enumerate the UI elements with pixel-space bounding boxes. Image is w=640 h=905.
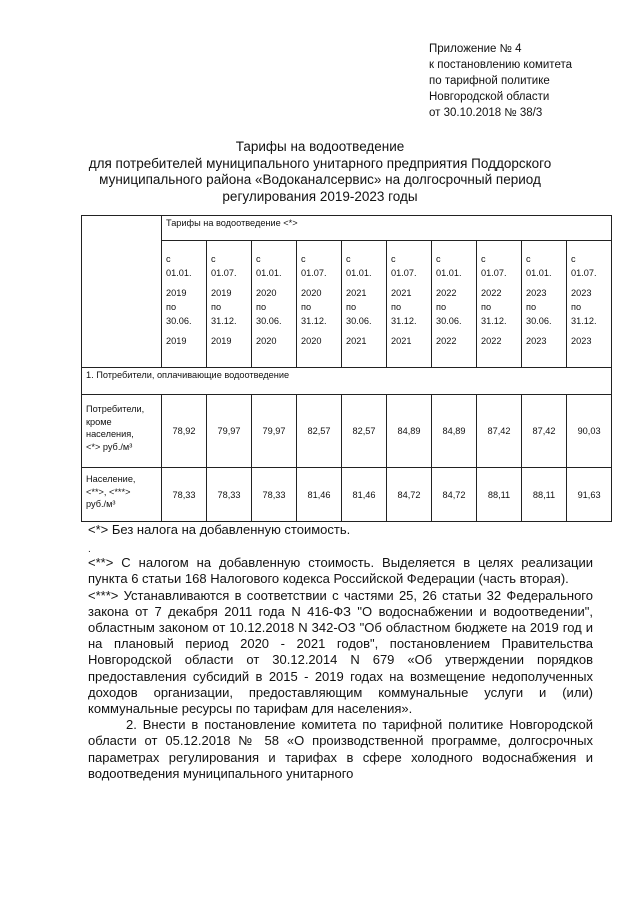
period-cell: с 01.01. 2022 по 30.06. 2022 xyxy=(432,241,477,368)
period-cell: с 01.07. 2021 по 31.12. 2021 xyxy=(387,241,432,368)
tariff-value: 91,63 xyxy=(567,468,612,522)
tariff-value: 84,72 xyxy=(387,468,432,522)
period-cell: с 01.01. 2019 по 30.06. 2019 xyxy=(162,241,207,368)
tariff-value: 87,42 xyxy=(522,395,567,468)
header-empty-cell xyxy=(82,216,162,368)
tariff-value: 78,33 xyxy=(162,468,207,522)
paragraph-2: 2. Внести в постановление комитета по тарифной политике Новгородской области от 05.12.2018 № 58 «О производственной программе, долгосрочных параметрах регулирования и тарифах в сфере холодного водоснабжения и водоотведения муниципального унитарного xyxy=(88,717,593,781)
tariff-value: 88,11 xyxy=(477,468,522,522)
title-line: для потребителей муниципального унитарного предприятия Поддорского xyxy=(88,155,552,171)
appendix-heading xyxy=(429,41,629,121)
row-label: Население, <**>, <***> руб./м³ xyxy=(82,468,162,522)
title-line: Тарифы на водоотведение xyxy=(235,139,405,154)
tariff-value: 81,46 xyxy=(297,468,342,522)
document-title xyxy=(70,139,570,205)
group-header-cell: Тарифы на водоотведение <*> xyxy=(162,216,612,241)
footnote-2: <**> С налогом на добавленную стоимость. Выделяется в целях реализации пункта 6 статьи 168 Налогового кодекса Российской Федерации (часть вторая). xyxy=(88,555,593,587)
period-cell: с 01.01. 2020 по 30.06. 2020 xyxy=(252,241,297,368)
tariff-value: 84,89 xyxy=(432,395,477,468)
tariff-value: 82,57 xyxy=(342,395,387,468)
table-row xyxy=(82,468,612,522)
table-row xyxy=(82,395,612,468)
tariff-value: 82,57 xyxy=(297,395,342,468)
appendix-line: от 30.10.2018 № 38/3 xyxy=(429,107,543,119)
period-cell: с 01.01. 2021 по 30.06. 2021 xyxy=(342,241,387,368)
tariff-value: 79,97 xyxy=(207,395,252,468)
appendix-line: Приложение № 4 xyxy=(429,43,522,55)
period-cell: с 01.07. 2022 по 31.12. 2022 xyxy=(477,241,522,368)
tariff-value: 78,92 xyxy=(162,395,207,468)
stray-dot: . xyxy=(88,544,91,556)
tariff-value: 87,42 xyxy=(477,395,522,468)
tariff-value: 81,46 xyxy=(342,468,387,522)
table-header-row xyxy=(82,216,612,241)
footnote-1: <*> Без налога на добавленную стоимость. xyxy=(88,522,351,537)
period-cell: с 01.07. 2019 по 31.12. 2019 xyxy=(207,241,252,368)
period-cell: с 01.07. 2020 по 31.12. 2020 xyxy=(297,241,342,368)
period-cell: с 01.01. 2023 по 30.06. 2023 xyxy=(522,241,567,368)
period-cell: с 01.07. 2023 по 31.12. 2023 xyxy=(567,241,612,368)
appendix-line: Новгородской области xyxy=(429,91,550,103)
tariff-value: 78,33 xyxy=(207,468,252,522)
tariff-value: 84,72 xyxy=(432,468,477,522)
tariff-value: 84,89 xyxy=(387,395,432,468)
footnote-3: <***> Устанавливаются в соответствии с частями 25, 26 статьи 32 Федерального закона от 7 декабря 2011 года N 416-ФЗ "О водоснабжении и водоотведении", областным законом от 10.12.2018 N 342-ОЗ "Об областном бюджете на 2019 год и на плановый период 2020 - 2021 годов", постановлением Правительства Новгородской области от 30.12.2014 N 679 «Об утверждении порядков предоставления субсидий в 2015 - 2019 годах на возмещение недополученных доходов организации, предоставляющим коммунальные услуги и (или) коммунальные ресурсы по тарифам для населения». xyxy=(88,587,593,717)
tariff-value: 78,33 xyxy=(252,468,297,522)
tariff-value: 90,03 xyxy=(567,395,612,468)
tariff-value: 88,11 xyxy=(522,468,567,522)
tariff-value: 79,97 xyxy=(252,395,297,468)
tariff-table xyxy=(81,215,612,522)
period-header-row xyxy=(82,241,612,368)
section-row xyxy=(82,368,612,395)
title-line: регулирования 2019-2023 годы xyxy=(222,188,418,204)
section-label: 1. Потребители, оплачивающие водоотведение xyxy=(82,368,612,395)
appendix-line: по тарифной политике xyxy=(429,75,550,87)
footnotes xyxy=(88,522,593,782)
appendix-line: к постановлению комитета xyxy=(429,59,572,71)
title-line: муниципального района «Водоканалсервис» на долгосрочный период xyxy=(99,172,541,187)
row-label: Потребители, кроме населения, <*> руб./м³ xyxy=(82,395,162,468)
